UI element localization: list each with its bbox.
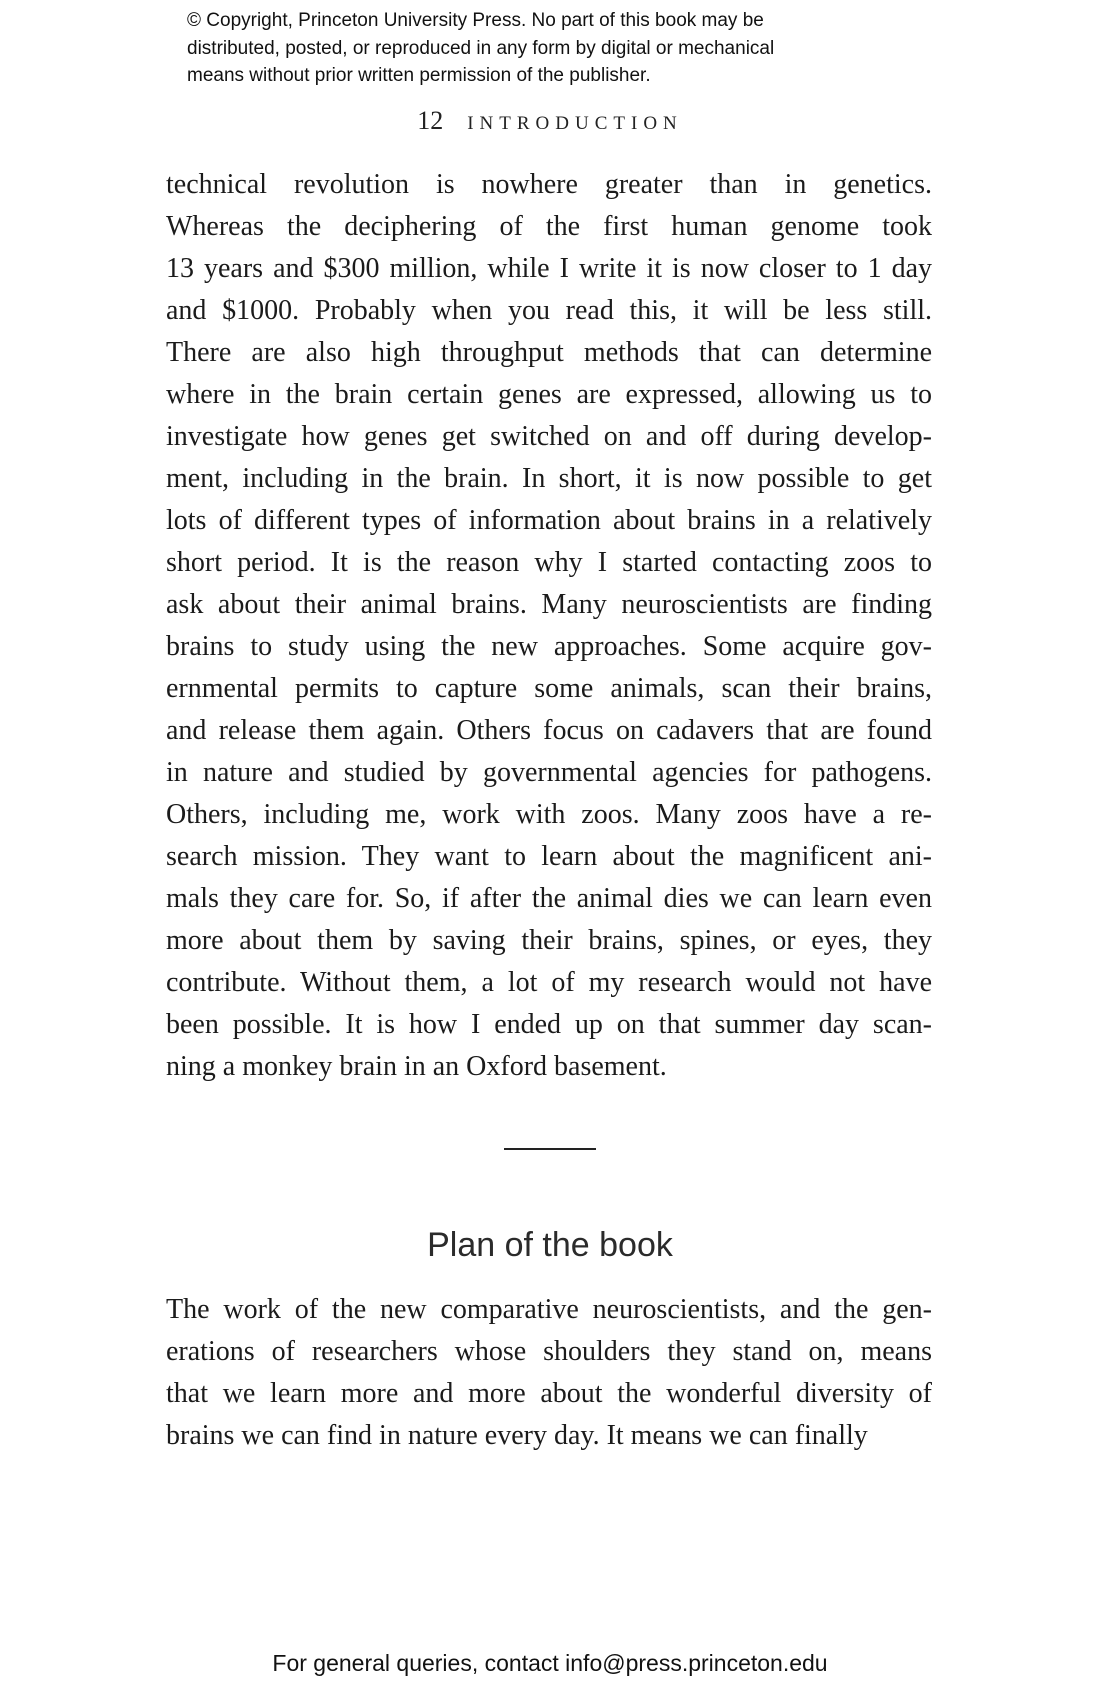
text-line: There are also high throughput methods that can determine xyxy=(166,337,932,368)
text-line: distributed, posted, or reproduced in any form by digital or mechanical xyxy=(187,37,775,59)
paragraph-2 xyxy=(166,1289,932,1457)
text-line: technical revolution is nowhere greater than in genetics. xyxy=(166,169,932,200)
text-line: investigate how genes get switched on and off during develop- xyxy=(166,421,932,452)
text-line: more about them by saving their brains, spines, or eyes, they xyxy=(166,925,932,956)
footer-contact: For general queries, contact info@press.princeton.edu xyxy=(272,1650,828,1676)
text-line: Others, including me, work with zoos. Many zoos have a re- xyxy=(166,799,932,830)
text-line: 13 years and $300 million, while I write it is now closer to 1 day xyxy=(166,253,932,284)
text-line: Whereas the deciphering of the first human genome took xyxy=(166,211,932,242)
chapter-title: INTRODUCTION xyxy=(467,113,683,134)
text-line: ask about their animal brains. Many neuroscientists are finding xyxy=(166,589,932,620)
text-line: contribute. Without them, a lot of my research would not have xyxy=(166,967,932,998)
paragraph-1 xyxy=(166,164,932,1088)
text-line: mals they care for. So, if after the animal dies we can learn even xyxy=(166,883,932,914)
text-line: where in the brain certain genes are expressed, allowing us to xyxy=(166,379,932,410)
text-line: ning a monkey brain in an Oxford basement. xyxy=(166,1051,667,1082)
text-line: © Copyright, Princeton University Press. No part of this book may be xyxy=(187,10,764,31)
text-line: The work of the new comparative neuroscientists, and the gen- xyxy=(166,1294,932,1325)
text-line: brains to study using the new approaches. Some acquire gov- xyxy=(166,631,932,662)
section-divider-rule xyxy=(504,1148,596,1150)
text-line: in nature and studied by governmental agencies for pathogens. xyxy=(166,757,932,788)
text-line: that we learn more and more about the wonderful diversity of xyxy=(166,1378,932,1409)
text-line: ernmental permits to capture some animals, scan their brains, xyxy=(166,673,932,704)
text-line: lots of different types of information about brains in a relatively xyxy=(166,505,932,536)
section-heading: Plan of the book xyxy=(427,1226,673,1264)
copyright-notice xyxy=(187,7,774,90)
text-line: means without prior written permission of the publisher. xyxy=(187,65,651,86)
text-line: brains we can find in nature every day. It means we can finally xyxy=(166,1420,868,1451)
text-line: ment, including in the brain. In short, it is now possible to get xyxy=(166,463,932,494)
page-number: 12 xyxy=(417,106,444,135)
text-line: and $1000. Probably when you read this, it will be less still. xyxy=(166,295,932,326)
text-line: erations of researchers whose shoulders they stand on, means xyxy=(166,1336,932,1367)
running-head xyxy=(0,106,1100,136)
text-line: search mission. They want to learn about the magnificent ani- xyxy=(166,841,932,872)
text-line: short period. It is the reason why I started contacting zoos to xyxy=(166,547,932,578)
text-line: and release them again. Others focus on cadavers that are found xyxy=(166,715,932,746)
text-line: been possible. It is how I ended up on that summer day scan- xyxy=(166,1009,932,1040)
